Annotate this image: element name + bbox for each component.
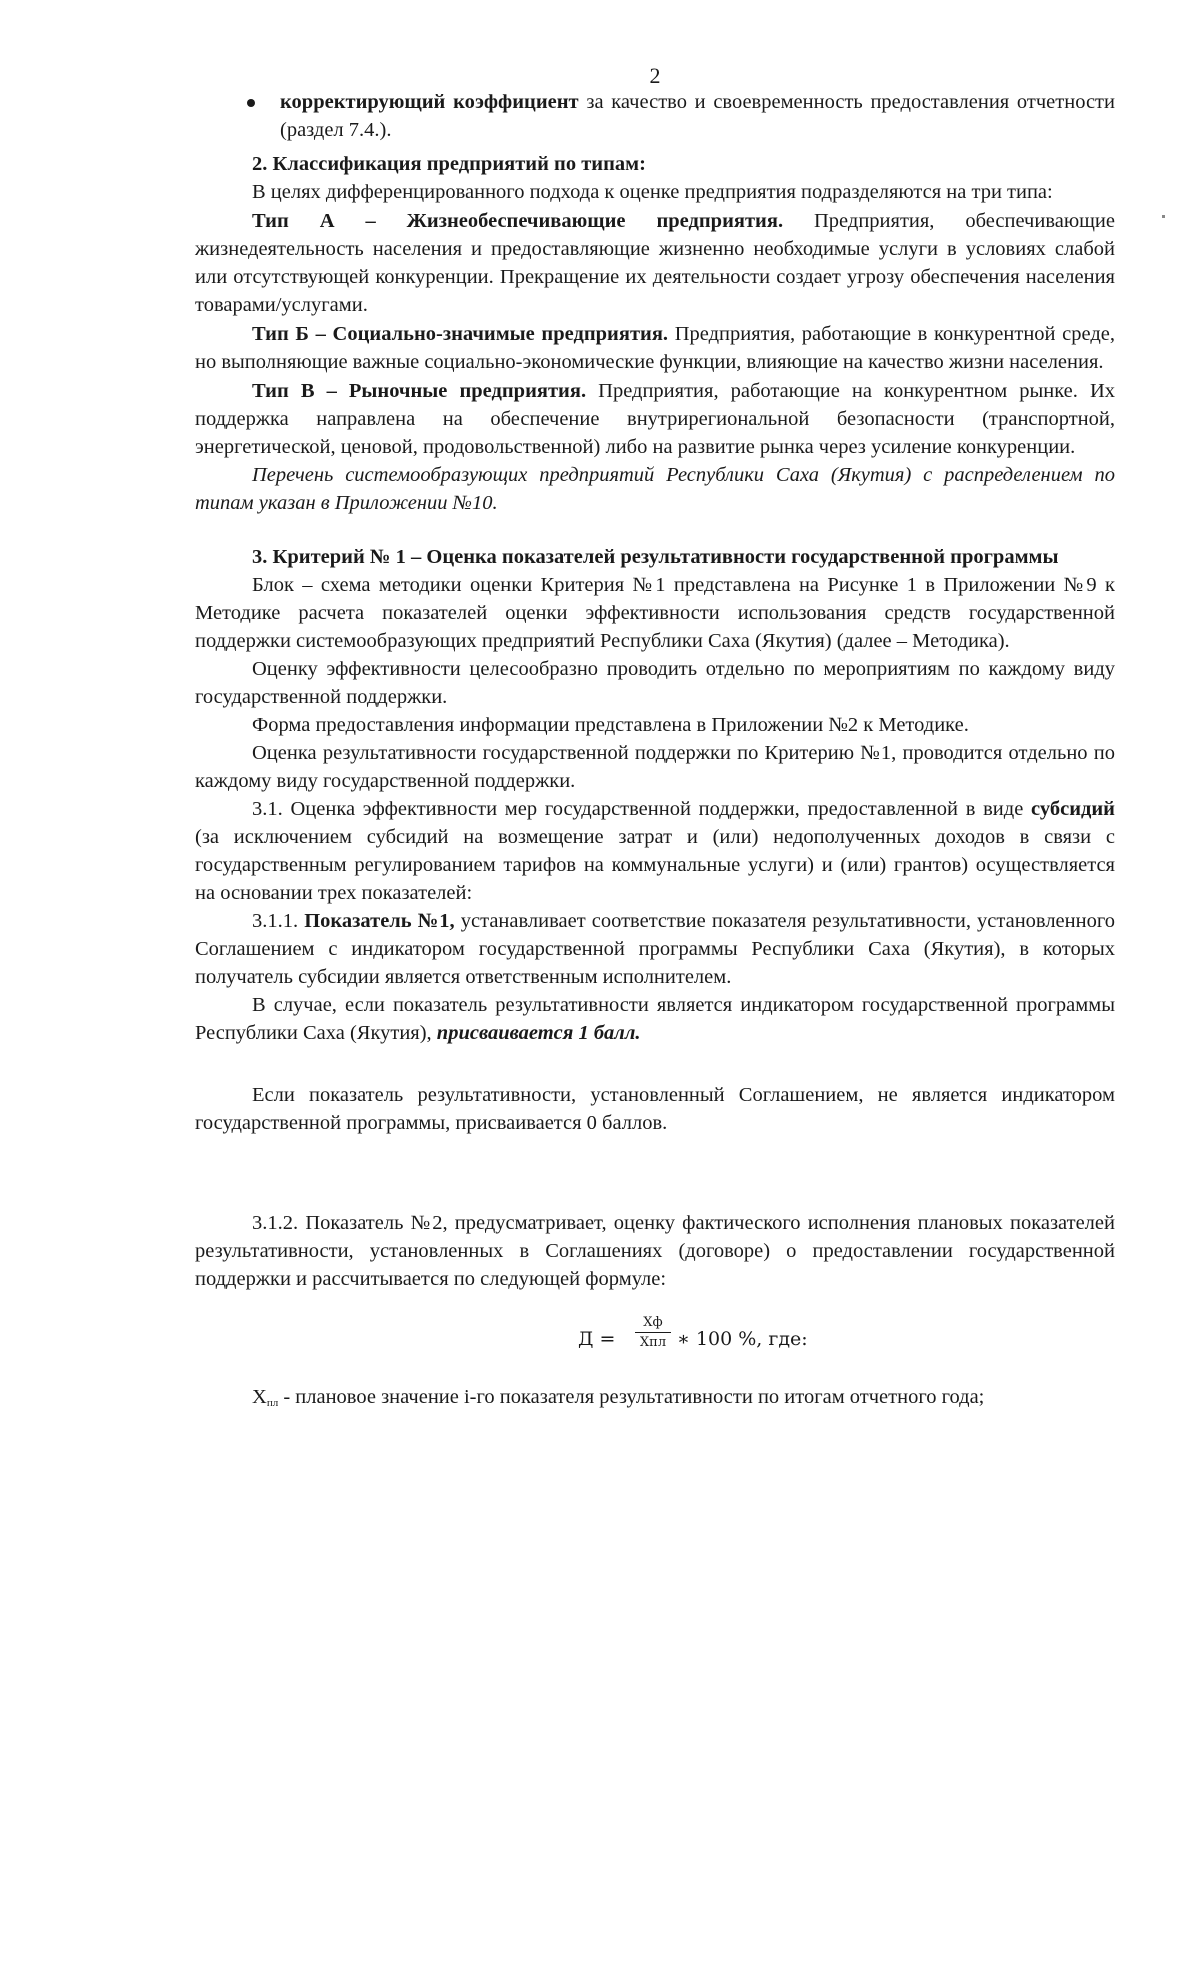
type-c-paragraph xyxy=(195,377,1115,461)
types-list-note: Перечень системообразующих предприятий Республики Саха (Якутия) с распределением по типам указан в Приложении №10. xyxy=(195,464,1115,514)
bullet-text: за качество и своевременность предоставления отчетности (раздел 7.4.). xyxy=(280,91,1115,141)
scan-speck xyxy=(1162,215,1165,218)
formula-fraction xyxy=(635,1313,671,1352)
variable-definition: $X_{пл}$ - плановое значение i-го показателя результативности по итогам отчетного года; xyxy=(252,1386,985,1409)
bullet-bold-term: корректирующий коэффициент xyxy=(280,91,579,113)
bullet-dot-icon xyxy=(247,99,255,107)
indicator-1-term: Показатель №1, xyxy=(304,910,455,932)
type-c-text: Предприятия, работающие на конкурентном рынке. Их поддержка направлена на обеспечение внутрирегиональной безопасности (транспортной, энергетической, ценовой, продовольственной) либо на развитие рынка через усиление конкуренции. xyxy=(195,380,1115,458)
formula-numerator: Xф xyxy=(635,1313,671,1333)
type-b-text: Предприятия, работающие в конкурентной среде, но выполняющие важные социально-экономические функции, влияющие на качество жизни населения. xyxy=(195,323,1115,373)
section-2-heading: 2. Классификация предприятий по типам: xyxy=(252,153,646,175)
type-a-text: Предприятия, обеспечивающие жизнедеятельность населения и предоставляющие жизненно необходимые услуги в условиях слабой или отсутствующей конкуренции. Прекращение их деятельности создает угрозу обеспечения населения товарами/услугами. xyxy=(195,210,1115,316)
section-3-1-2-paragraph: 3.1.2. Показатель №2, предусматривает, оценку фактического исполнения плановых показателей результативности, установленных в Соглашениях (договоре) о предоставлении государственной поддержки и рассчитывается по следующей формуле: xyxy=(195,1212,1115,1290)
section-3-paragraph-3: Форма предоставления информации представлена в Приложении №2 к Методике. xyxy=(252,714,969,736)
formula-denominator: Xпл xyxy=(639,1335,667,1350)
section-3-heading: 3. Критерий № 1 – Оценка показателей результативности государственной программы xyxy=(252,546,1059,568)
type-b-title: Тип Б – Социально-значимые предприятия. xyxy=(252,323,669,345)
section-2-intro: В целях дифференцированного подхода к оценке предприятия подразделяются на три типа: xyxy=(252,181,1053,203)
subsidies-term: субсидий xyxy=(1031,798,1115,820)
section-3-paragraph-4: Оценка результативности государственной поддержки по Критерию №1, проводится отдельно по каждому виду государственной поддержки. xyxy=(195,742,1115,792)
section-3-paragraph-2: Оценку эффективности целесообразно проводить отдельно по мероприятиям по каждому виду государственной поддержки. xyxy=(195,658,1115,708)
one-point-paragraph: В случае, если показатель результативности является индикатором государственной программы Республики Саха (Якутия), присваивается 1 балл. xyxy=(195,994,1115,1044)
type-a-paragraph xyxy=(195,207,1115,319)
section-3-1-paragraph: 3.1. Оценка эффективности мер государственной поддержки, предоставленной в виде субсидий (за исключением субсидий на возмещение затрат и (или) недополученных доходов в связи с государственным регулированием тарифов на коммунальные услуги) и (или) грантов) осуществляется на основании трех показателей: xyxy=(195,798,1115,904)
type-b-paragraph xyxy=(195,320,1115,376)
bullet-item xyxy=(195,88,1115,144)
page-number: 2 xyxy=(649,63,661,88)
type-a-title: Тип А – Жизнеобеспечивающие предприятия. xyxy=(252,210,784,232)
section-3-1-1-paragraph: 3.1.1. Показатель №1, устанавливает соответствие показателя результативности, установленного Соглашением с индикатором государственной программы Республики Саха (Якутия), в которых получатель субсидии является ответственным исполнителем. xyxy=(195,910,1115,988)
type-c-title: Тип В – Рыночные предприятия. xyxy=(252,380,587,402)
formula-rhs: ∗ 100 %, где: xyxy=(677,1328,808,1350)
formula-d xyxy=(195,1313,1115,1361)
section-3-paragraph-1: Блок – схема методики оценки Критерия №1 представлена на Рисунке 1 в Приложении №9 к Методике расчета показателей оценки эффективности использования средств государственной поддержки системообразующих предприятий Республики Саха (Якутия) (далее – Методика). xyxy=(195,574,1115,652)
zero-points-paragraph: Если показатель результативности, установленный Соглашением, не является индикатором государственной программы, присваивается 0 баллов. xyxy=(195,1084,1115,1134)
one-point-term: присваивается 1 балл. xyxy=(436,1022,641,1044)
document-body xyxy=(195,62,1115,1417)
formula-lhs: Д = xyxy=(578,1328,616,1350)
